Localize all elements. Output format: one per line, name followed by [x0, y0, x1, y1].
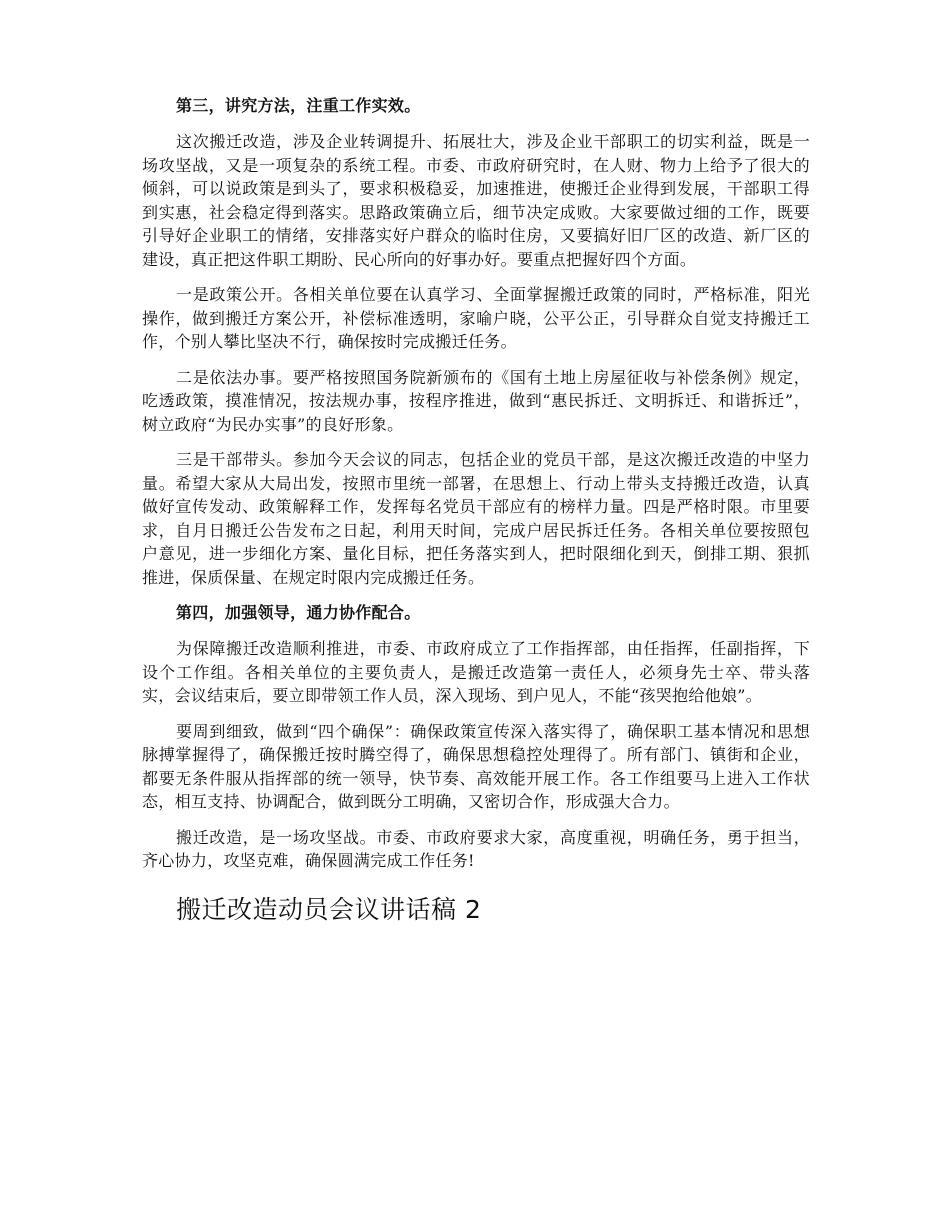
paragraph: 这次搬迁改造，涉及企业转调提升、拓展壮大，涉及企业干部职工的切实利益，既是一场攻坚战，又是一项复杂的系统工程。市委、市政府研究时，在人财、物力上给予了很大的倾斜，可以说政策是到头了，要求积极稳妥，加速推进，使搬迁企业得到发展，干部职工得到实惠，社会稳定得到落实。思路政策确立后，细节决定成败。大家要做过细的工作，既要引导好企业职工的情绪，安排落实好户群众的临时住房，又要搞好旧厂区的改造、新厂区的建设，真正把这件职工期盼、民心所向的好事办好。要重点把握好四个方面。 [142, 132, 810, 269]
section-heading-3: 第三，讲究方法，注重工作实效。 [176, 96, 421, 115]
paragraph: 要周到细致，做到“四个确保”：确保政策宣传深入落实得了，确保职工基本情况和思想脉搏掌握得了，确保搬迁按时腾空得了，确保思想稳控处理得了。所有部门、镇街和企业，都要无条件服从指挥部的统一领导，快节奏、高效能开展工作。各工作组要马上进入工作状态，相互支持、协调配合，做到既分工明确，又密切合作，形成强大合力。 [142, 721, 810, 811]
paragraph: 搬迁改造，是一场攻坚战。市委、市政府要求大家，高度重视，明确任务，勇于担当，齐心协力，攻坚克难，确保圆满完成工作任务! [142, 827, 810, 870]
paragraph: 二是依法办事。要严格按照国务院新颁布的《国有土地上房屋征收与补偿条例》规定，吃透政策，摸准情况，按法规办事，按程序推进，做到“惠民拆迁、文明拆迁、和谐拆迁”，树立政府“为民办实事”的良好形象。 [142, 367, 810, 434]
document-page [142, 94, 810, 927]
paragraph: 三是干部带头。参加今天会议的同志，包括企业的党员干部，是这次搬迁改造的中坚力量。希望大家从大局出发，按照市里统一部署，在思想上、行动上带头支持搬迁改造，认真做好宣传发动、政策解释工作，发挥每名党员干部应有的榜样力量。四是严格时限。市里要求，自月日搬迁公告发布之日起，利用天时间，完成户居民拆迁任务。各相关单位要按照包户意见，进一步细化方案、量化目标，把任务落实到人，把时限细化到天，倒排工期、狠抓推进，保质保量、在规定时限内完成搬迁任务。 [142, 450, 810, 587]
paragraph: 一是政策公开。各相关单位要在认真学习、全面掌握搬迁政策的同时，严格标准，阳光操作，做到搬迁方案公开，补偿标准透明，家喻户晓，公平公正，引导群众自觉支持搬迁工作，个别人攀比坚决不行，确保按时完成搬迁任务。 [142, 285, 810, 351]
paragraph: 为保障搬迁改造顺利推进，市委、市政府成立了工作指挥部，由任指挥，任副指挥，下设个工作组。各相关单位的主要负责人，是搬迁改造第一责任人，必须身先士卒、带头落实，会议结束后，要立即带领工作人员，深入现场、到户见人，不能“孩哭抱给他娘”。 [142, 639, 810, 705]
section-heading-4: 第四，加强领导，通力协作配合。 [176, 603, 421, 622]
document-title: 搬迁改造动员会议讲话稿 2 [176, 894, 482, 924]
